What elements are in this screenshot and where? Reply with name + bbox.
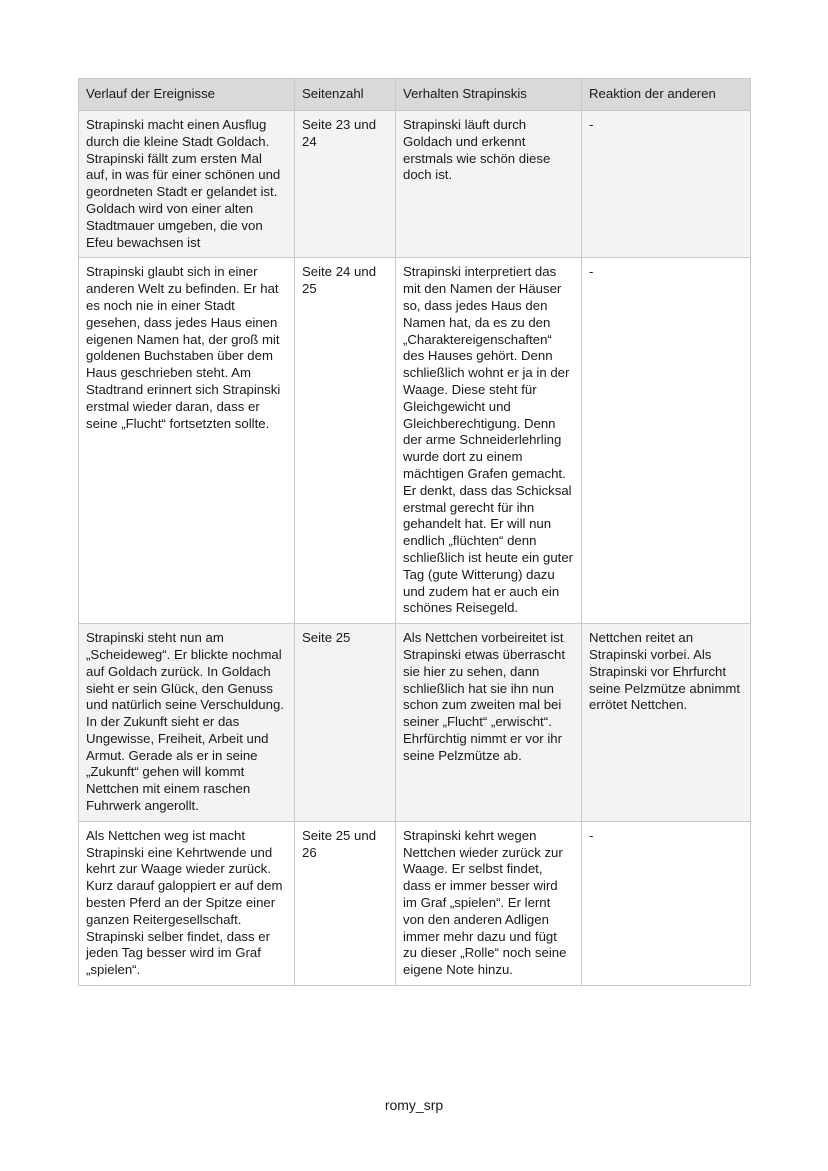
- cell-events: Strapinski macht einen Ausflug durch die kleine Stadt Goldach. Strapinski fällt zum ersten Mal auf, in was für einer schönen und geordneten Stadt er gelandet ist. Goldach wird von einer alten Stadtmauer umgeben, die von Efeu bewachsen ist: [79, 111, 295, 258]
- header-behavior: Verhalten Strapinskis: [396, 79, 582, 111]
- cell-page: Seite 25: [295, 624, 396, 822]
- cell-reaction: -: [582, 111, 751, 258]
- header-reaction: Reaktion der anderen: [582, 79, 751, 111]
- table-row: [79, 258, 751, 624]
- cell-page: Seite 24 und 25: [295, 258, 396, 624]
- cell-events: Strapinski steht nun am „Scheideweg“. Er blickte nochmal auf Goldach zurück. In Goldach sieht er sein Glück, den Genuss und natürlich seine Verschuldung. In der Zukunft sieht er das Ungewisse, Freiheit, Arbeit und Armut. Gerade als er in seine „Zukunft“ gehen will kommt Nettchen mit einem raschen Fuhrwerk angerollt.: [79, 624, 295, 822]
- cell-behavior: Strapinski kehrt wegen Nettchen wieder zurück zur Waage. Er selbst findet, dass er immer besser wird im Graf „spielen“. Er lernt von den anderen Adligen immer mehr dazu und fügt zu dieser „Rolle“ noch seine eigene Note hinzu.: [396, 821, 582, 985]
- table-row: [79, 111, 751, 258]
- header-events: Verlauf der Ereignisse: [79, 79, 295, 111]
- table-header-row: [79, 79, 751, 111]
- cell-page: Seite 23 und 24: [295, 111, 396, 258]
- footer-author: romy_srp: [384, 1097, 444, 1113]
- cell-reaction: Nettchen reitet an Strapinski vorbei. Als Strapinski vor Ehrfurcht seine Pelzmütze abnimmt errötet Nettchen.: [582, 624, 751, 822]
- cell-events: Strapinski glaubt sich in einer anderen Welt zu befinden. Er hat es noch nie in einer Stadt gesehen, dass jedes Haus einen eigenen Namen hat, der groß mit goldenen Buchstaben über dem Haus geschrieben steht. Am Stadtrand erinnert sich Strapinski erstmal wieder daran, dass er seine „Flucht“ fortsetzten sollte.: [79, 258, 295, 624]
- cell-reaction: -: [582, 258, 751, 624]
- cell-behavior: Strapinski interpretiert das mit den Namen der Häuser so, dass jedes Haus den Namen hat, da es zu den „Charaktereigenschaften“ des Hauses gehört. Denn schließlich wohnt er ja in der Waage. Diese steht für Gleichgewicht und Gleichberechtigung. Denn der arme Schneiderlehrling wurde dort zu einem mächtigen Grafen gemacht. Er denkt, dass das Schicksal erstmal gerecht für ihn gehandelt hat. Er will nun endlich „flüchten“ denn schließlich ist heute ein guter Tag (gute Witterung) dazu und zudem hat er auch ein schönes Reisegeld.: [396, 258, 582, 624]
- document-page: [78, 78, 750, 986]
- header-page: Seitenzahl: [295, 79, 396, 111]
- cell-behavior: Als Nettchen vorbeireitet ist Strapinski etwas überrascht sie hier zu sehen, dann schließlich hat sie ihn nun schon zum zweiten mal bei seiner „Flucht“ „erwischt“. Ehrfürchtig nimmt er vor ihr seine Pelzmütze ab.: [396, 624, 582, 822]
- cell-reaction: -: [582, 821, 751, 985]
- cell-page: Seite 25 und 26: [295, 821, 396, 985]
- cell-behavior: Strapinski läuft durch Goldach und erkennt erstmals wie schön diese doch ist.: [396, 111, 582, 258]
- events-table: [78, 78, 751, 986]
- table-row: [79, 821, 751, 985]
- table-row: [79, 624, 751, 822]
- cell-events: Als Nettchen weg ist macht Strapinski eine Kehrtwende und kehrt zur Waage wieder zurück. Kurz darauf galoppiert er auf dem besten Pferd an der Spitze einer ganzen Reitergesellschaft. Strapinski selber findet, dass er jeden Tag besser wird im Graf „spielen“.: [79, 821, 295, 985]
